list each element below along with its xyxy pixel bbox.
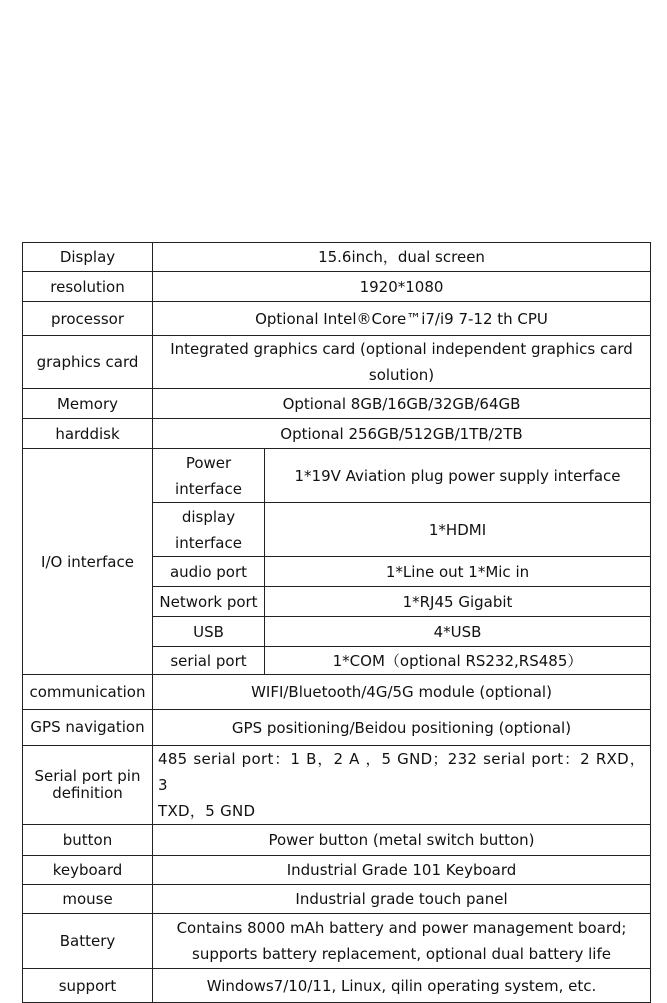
battery-label: Battery: [23, 914, 153, 969]
support-label: support: [23, 969, 153, 1003]
row-keyboard: [23, 856, 651, 885]
support-value: Windows7/10/11, Linux, qilin operating system, etc.: [153, 969, 651, 1003]
keyboard-value: Industrial Grade 101 Keyboard: [153, 856, 651, 885]
spec-table: [22, 242, 651, 1003]
io-item-value: 1*HDMI: [265, 503, 651, 557]
row-io-power: [23, 449, 651, 503]
row-serial-pin: [23, 746, 651, 825]
row-resolution: [23, 272, 651, 302]
serial-pin-line-2: TXD，5 GND: [158, 802, 256, 820]
harddisk-value: Optional 256GB/512GB/1TB/2TB: [153, 419, 651, 449]
io-item-name: display interface: [153, 503, 265, 557]
button-label: button: [23, 825, 153, 856]
row-battery: [23, 914, 651, 969]
mouse-value: Industrial grade touch panel: [153, 885, 651, 914]
io-item-name: serial port: [153, 647, 265, 675]
gps-value: GPS positioning/Beidou positioning (optional): [153, 710, 651, 746]
communication-value: WIFI/Bluetooth/4G/5G module (optional): [153, 675, 651, 710]
io-item-name: Power interface: [153, 449, 265, 503]
battery-value: Contains 8000 mAh battery and power management board; supports battery replacement, optional dual battery life: [153, 914, 651, 969]
io-item-value: 4*USB: [265, 617, 651, 647]
io-item-value: 1*Line out 1*Mic in: [265, 557, 651, 587]
display-value: 15.6inch，dual screen: [153, 243, 651, 272]
row-display: [23, 243, 651, 272]
io-item-name: audio port: [153, 557, 265, 587]
io-item-value: 1*COM（optional RS232,RS485）: [265, 647, 651, 675]
io-item-value: 1*RJ45 Gigabit: [265, 587, 651, 617]
processor-label: processor: [23, 302, 153, 336]
serial-pin-value: [153, 746, 651, 825]
keyboard-label: keyboard: [23, 856, 153, 885]
io-item-value: 1*19V Aviation plug power supply interface: [265, 449, 651, 503]
graphics-label: graphics card: [23, 336, 153, 389]
row-button: [23, 825, 651, 856]
harddisk-label: harddisk: [23, 419, 153, 449]
io-label: I/O interface: [23, 449, 153, 675]
gps-label: GPS navigation: [23, 710, 153, 746]
mouse-label: mouse: [23, 885, 153, 914]
row-harddisk: [23, 419, 651, 449]
button-value: Power button (metal switch button): [153, 825, 651, 856]
row-communication: [23, 675, 651, 710]
io-item-name: USB: [153, 617, 265, 647]
row-graphics: [23, 336, 651, 389]
resolution-label: resolution: [23, 272, 153, 302]
row-support: [23, 969, 651, 1003]
display-label: Display: [23, 243, 153, 272]
io-item-name: Network port: [153, 587, 265, 617]
serial-pin-label: Serial port pin definition: [23, 746, 153, 825]
row-memory: [23, 389, 651, 419]
communication-label: communication: [23, 675, 153, 710]
row-mouse: [23, 885, 651, 914]
row-gps: [23, 710, 651, 746]
graphics-value: Integrated graphics card (optional independent graphics card solution): [153, 336, 651, 389]
serial-pin-line-1: 485 serial port：1 B，2 A ，5 GND；232 serial port：2 RXD， 3: [158, 750, 646, 794]
row-processor: [23, 302, 651, 336]
memory-value: Optional 8GB/16GB/32GB/64GB: [153, 389, 651, 419]
processor-value: Optional Intel®Core™i7/i9 7-12 th CPU: [153, 302, 651, 336]
memory-label: Memory: [23, 389, 153, 419]
resolution-value: 1920*1080: [153, 272, 651, 302]
